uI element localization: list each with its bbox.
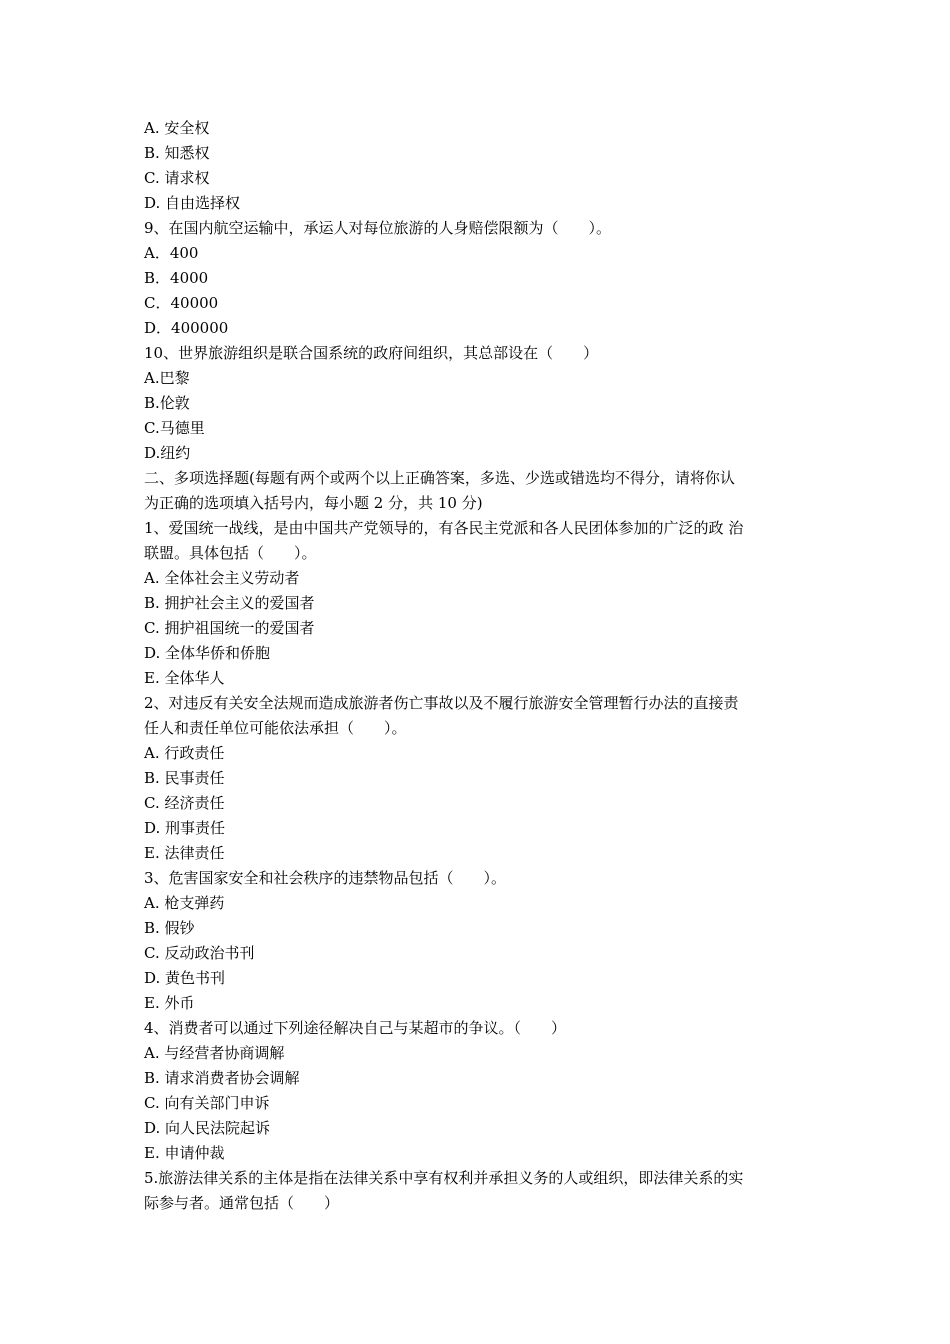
option-line: B. 请求消费者协会调解 — [144, 1069, 300, 1087]
option-line: C. 经济责任 — [144, 794, 225, 812]
option-line: A. 安全权 — [144, 119, 210, 137]
option-line: B. 民事责任 — [144, 769, 225, 787]
option-line: B.伦敦 — [144, 394, 190, 412]
section-heading-cont: 为正确的选项填入括号内，每小题 2 分，共 10 分) — [144, 494, 483, 512]
option-line: E. 法律责任 — [144, 844, 225, 862]
option-line: B. 假钞 — [144, 919, 195, 937]
option-line: D. 自由选择权 — [144, 194, 241, 212]
option-line: D.纽约 — [144, 444, 191, 462]
option-line: A. 与经营者协商调解 — [144, 1044, 285, 1062]
question-1-cont: 联盟。具体包括（ ）。 — [144, 544, 317, 562]
question-2: 2、对违反有关安全法规而造成旅游者伤亡事故以及不履行旅游安全管理暂行办法的直接责 — [144, 694, 739, 712]
option-line: D. 刑事责任 — [144, 819, 226, 837]
question-2-cont: 任人和责任单位可能依法承担（ ）。 — [144, 719, 407, 737]
option-line: C.马德里 — [144, 419, 205, 437]
question-9: 9、在国内航空运输中，承运人对每位旅游的人身赔偿限额为（ ）。 — [144, 219, 612, 237]
question-5: 5.旅游法律关系的主体是指在法律关系中享有权利并承担义务的人或组织，即法律关系的实 — [144, 1169, 744, 1187]
document-body — [144, 116, 814, 1216]
option-line: C. 向有关部门申诉 — [144, 1094, 270, 1112]
question-10: 10、世界旅游组织是联合国系统的政府间组织，其总部设在（ ） — [144, 344, 599, 362]
option-line: D. 全体华侨和侨胞 — [144, 644, 271, 662]
option-line: D. 黄色书刊 — [144, 969, 226, 987]
option-line: B．4000 — [144, 269, 209, 287]
option-line: A.巴黎 — [144, 369, 190, 387]
option-line: A．400 — [144, 244, 199, 262]
question-4: 4、消费者可以通过下列途径解决自己与某超市的争议。（ ） — [144, 1019, 567, 1037]
option-line: A. 行政责任 — [144, 744, 225, 762]
option-line: E. 外币 — [144, 994, 195, 1012]
option-line: C. 反动政治书刊 — [144, 944, 255, 962]
question-3: 3、危害国家安全和社会秩序的违禁物品包括（ ）。 — [144, 869, 507, 887]
option-line: E. 全体华人 — [144, 669, 225, 687]
option-line: D. 向人民法院起诉 — [144, 1119, 271, 1137]
option-line: C．40000 — [144, 294, 219, 312]
option-line: A. 枪支弹药 — [144, 894, 225, 912]
option-line: A. 全体社会主义劳动者 — [144, 569, 300, 587]
question-1: 1、爱国统一战线，是由中国共产党领导的，有各民主党派和各人民团体参加的广泛的政 治 — [144, 519, 744, 537]
option-line: E. 申请仲裁 — [144, 1144, 225, 1162]
question-5-cont: 际参与者。通常包括（ ） — [144, 1194, 340, 1212]
option-line: B. 知悉权 — [144, 144, 210, 162]
option-line: B. 拥护社会主义的爱国者 — [144, 594, 315, 612]
section-heading: 二、多项选择题(每题有两个或两个以上正确答案，多选、少选或错选均不得分，请将你认 — [144, 469, 735, 487]
option-line: C. 请求权 — [144, 169, 210, 187]
option-line: D．400000 — [144, 319, 229, 337]
option-line: C. 拥护祖国统一的爱国者 — [144, 619, 315, 637]
